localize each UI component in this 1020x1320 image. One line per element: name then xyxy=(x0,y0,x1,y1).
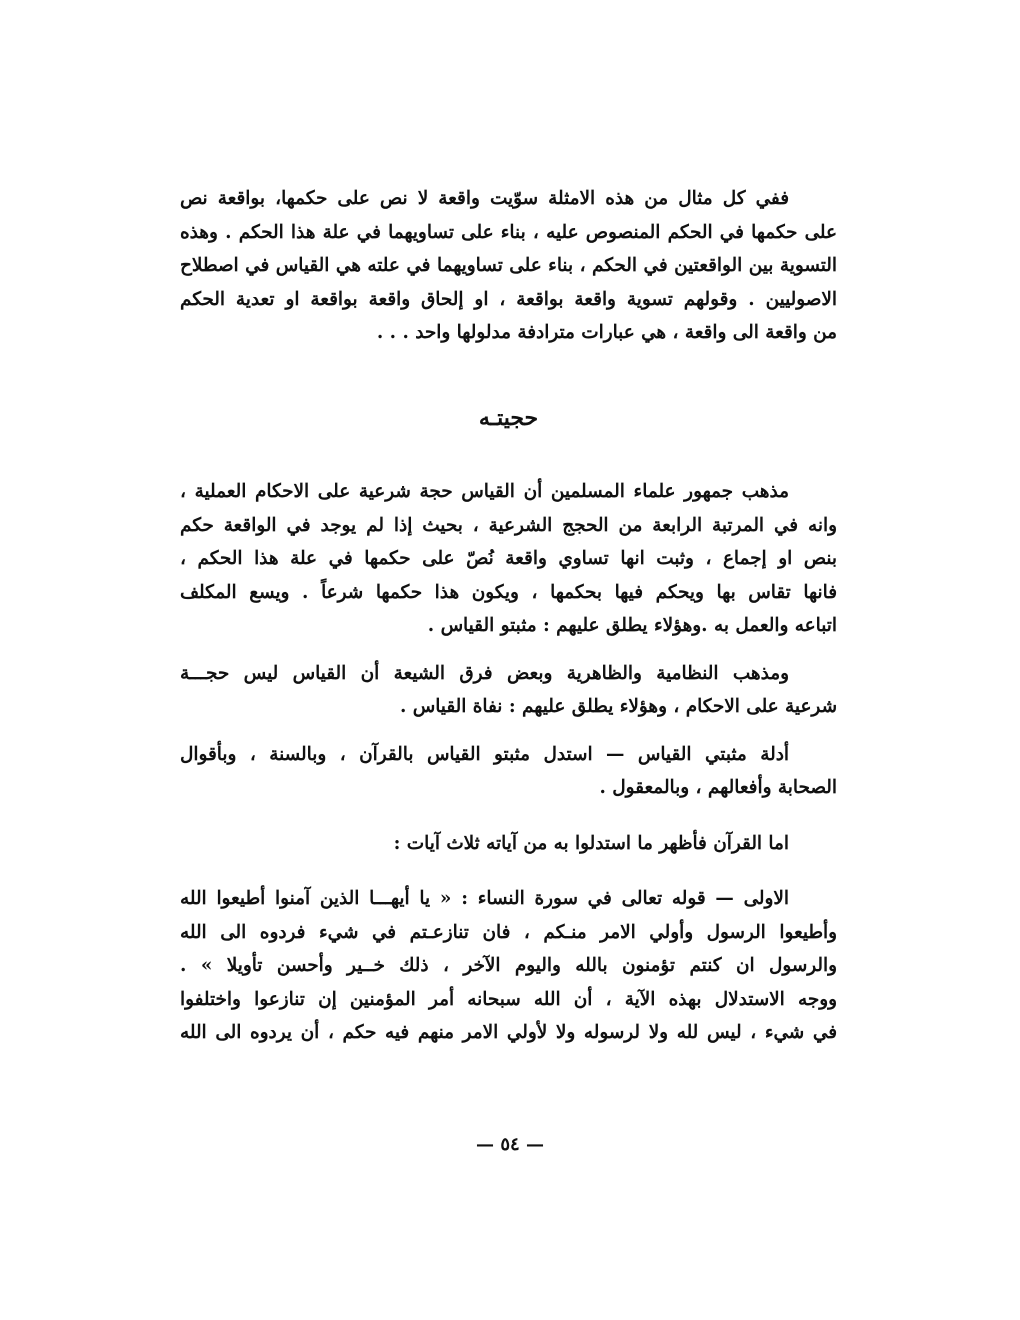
text-line: اما القرآن فأظهر ما استدلوا به من آياته ثلاث آيات : xyxy=(393,832,789,854)
text-line: شرعية على الاحكام ، وهؤلاء يطلق عليهم : نفاة القياس . xyxy=(399,696,837,717)
text-line xyxy=(180,738,837,772)
text-line: على حكمها في الحكم المنصوص عليه ، بناء على تساويهما في علة هذا الحكم . وهذه xyxy=(180,221,837,243)
text-line: والرسول ان كنتم تؤمنون بالله واليوم الآخر ، ذلك خــير وأحسن تأويلا » . xyxy=(180,955,837,976)
text-line: مذهب جمهور علماء المسلمين أن القياس حجة شرعية على الاحكام العملية ، xyxy=(180,481,789,502)
paragraph-deniers-view xyxy=(180,657,837,724)
text-line: من واقعة الى واقعة ، هي عبارات مترادفة مدلولها واحد . . . xyxy=(376,322,837,343)
page-number: — ٥٤ — xyxy=(476,1134,544,1155)
text-line: الاولى — قوله تعالى في سورة النساء : « يا أيهـــا الذين آمنوا أطيعوا الله xyxy=(180,888,789,909)
evidence-term: أدلة مثبتي القياس xyxy=(637,743,789,765)
text-line: وأطيعوا الرسول وأولي الامر منـكم ، فان تنازعـتم في شيء فردوه الى الله xyxy=(180,921,837,943)
page-body xyxy=(180,182,837,1050)
text-line: بنص او إجماع ، وثبت انها تساوي واقعة نُصّ على حكمها في علة هذا الحكم ، xyxy=(180,548,837,569)
text-line: الصحابة وأفعالهم ، وبالمعقول . xyxy=(599,777,837,798)
paragraph-quran-intro xyxy=(180,827,837,861)
text-line: ففي كل مثال من هذه الامثلة سوّيت واقعة لا نص على حكمها، بواقعة نص xyxy=(180,188,789,209)
text-line: اتباعه والعمل به .وهؤلاء يطلق عليهم : مثبتو القياس . xyxy=(427,615,837,636)
paragraph-evidence xyxy=(180,738,837,805)
evidence-text: — استدل مثبتو القياس بالقرآن ، وبالسنة ، وبأقوال xyxy=(180,743,638,765)
text-line: ووجه الاستدلال بهذه الآية ، أن الله سبحانه أمر المؤمنين إن تنازعوا واختلفوا xyxy=(180,988,837,1010)
text-line: التسوية بين الواقعتين في الحكم ، بناء على تساويهما في علته هي القياس في اصطلاح xyxy=(180,255,837,276)
text-line: وانه في المرتبة الرابعة من الحجج الشرعية ، بحيث إذا لم يوجد في الواقعة حكم xyxy=(180,514,837,536)
text-line: فانها تقاس بها ويحكم فيها بحكمها ، ويكون هذا حكمها شرعاً . ويسع المكلف xyxy=(180,581,837,603)
paragraph-majority-view xyxy=(180,475,837,643)
section-heading: حجيتـه xyxy=(478,404,539,431)
intro-paragraph xyxy=(180,182,837,350)
text-line: في شيء ، ليس لله ولا لرسوله ولا لأولي الامر منهم فيه حكم ، أن يردوه الى الله xyxy=(180,1022,837,1043)
paragraph-first-verse xyxy=(180,882,837,1050)
text-line: ومذهب النظامية والظاهرية وبعض فرق الشيعة أن القياس ليس حجـــة xyxy=(180,662,789,684)
text-line: الاصوليين . وقولهم تسوية واقعة بواقعة ، او إلحاق واقعة بواقعة او تعدية الحكم xyxy=(180,288,837,310)
